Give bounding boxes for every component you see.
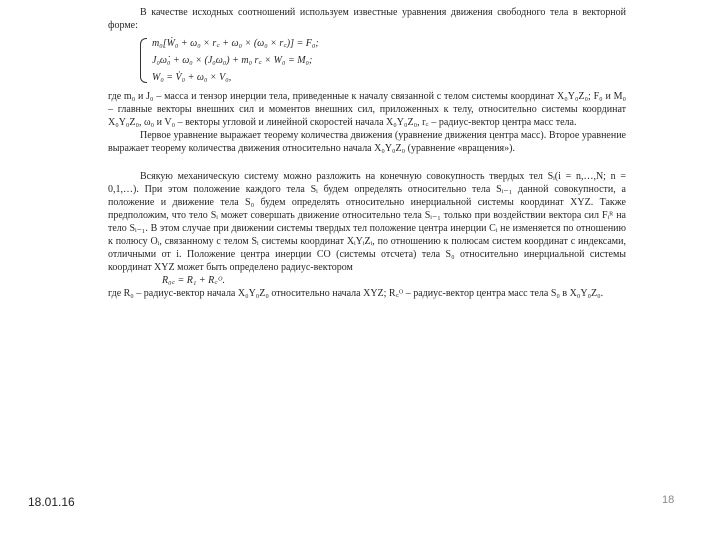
left-brace bbox=[140, 38, 147, 83]
section-gap bbox=[108, 155, 626, 170]
radius-vector-equation: R₀꜀ = R₁ + R꜀ᴼ. bbox=[162, 275, 225, 286]
slide-date: 18.01.16 bbox=[28, 495, 75, 509]
where-paragraph: где m₀ и J₀ – масса и тензор инерции тела, приведенные к началу связанной с телом системы координат X₀Y₀Z₀; F₀ и M₀ – главные векторы внешних сил и моментов внешних сил, приложенных к телу, относительно системы координат X₀Y₀Z₀, ω₀ и V₀ – векторы угловой и линейной скоростей начала X₀Y₀Z₀, r꜀ – радиус-вектор центра масс тела. bbox=[108, 91, 626, 128]
equation-system bbox=[140, 35, 626, 86]
intro-paragraph: В качестве исходных соотношений используем известные уравнения движения свободного тела в векторной форме: bbox=[108, 7, 626, 31]
system-paragraph: Всякую механическую систему можно разложить на конечную совокупность твердых тел Sᵢ(i = n,…,N; n = 0,1,…). При этом положение каждого тела Sᵢ будем определять относительно тела Sᵢ₋₁ данной совокупности, а положение и движение тела S₀ будем определять относительно инерциальной системы координат XYZ. Также предположим, что тело Sᵢ может совершать движение относительно тела Sᵢ₋₁ только при воздействии вектора сил Fᵢᴿ на тело Sᵢ₋₁. В этом случае при движении системы твердых тел положение центра инерции Cᵢ не изменяется по отношению к полюсу Oᵢ, связанному с телом Sᵢ системы координат XᵢYᵢZᵢ, по отношению к полюсам систем координат с индексами, отличными от i. Положение центра инерции СО (системы отсчета) тела S₀ относительно инерциальной системы координат XYZ может быть определено радиус-вектором bbox=[108, 171, 626, 273]
conclusion-paragraph: Первое уравнение выражает теорему количества движения (уравнение движения центра масс). Второе уравнение выражает теорему количества движения относительно начала X₀Y₀Z₀ (уравнение «вращения»). bbox=[108, 130, 626, 154]
equation-3: W₀ = V̇₀ + ω₀ × V₀, bbox=[152, 72, 232, 83]
equation-2: J₀ω̇₀ + ω₀ × (J₀ω₀) + m₀ r꜀ × W₀ = M₀; bbox=[152, 55, 313, 66]
where-paragraph-2: где R₀ – радиус-вектор начала X₀Y₀Z₀ относительно начала XYZ; R꜀ᴼ – радиус-вектор центра масс тела S₀ в X₀Y₀Z₀. bbox=[108, 288, 604, 299]
slide-number: 18 bbox=[662, 494, 675, 506]
scanned-text bbox=[108, 6, 626, 300]
equation-1: m₀[Ẇ₀ + ω₀ × r꜀ + ω₀ × (ω₀ × r꜀)] = F₀; bbox=[152, 38, 319, 49]
